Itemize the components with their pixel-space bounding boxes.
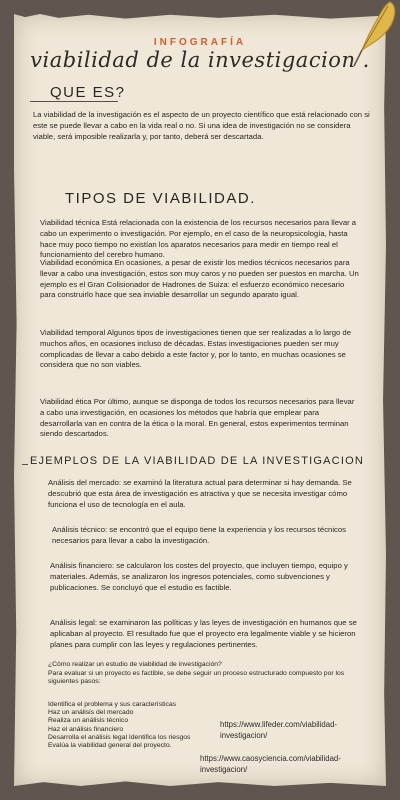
section-heading-que-es: QUE ES? (50, 84, 126, 101)
tipo-tecnica-paragraph: Viabilidad técnica Está relacionada con la existencia de los recursos necesarios para llevar a cabo un experimento o investigación. Por ejemplo, en el caso de la neuropsicología, hasta hace muy poco tiempo no existían los aparatos necesarios para medir en tiempo real el funcionamiento del cerebro humano. (40, 218, 357, 260)
guide-block (48, 661, 348, 687)
step-item: Realiza un análisis técnico (48, 717, 129, 725)
tipo-etica-paragraph: Viabilidad ética Por último, aunque se disponga de todos los recursos necesarios para llevar a cabo una investigación, en ocasiones los métodos que habría que emplear para desarrollarla van en contra de la ética o la moral. En general, estos experimentos terminan siendo descartados. (40, 397, 355, 439)
step-item: Identifica el problema y sus características (48, 701, 177, 708)
page-title: viabilidad de la investigacion . (30, 48, 370, 72)
step-item: Evalúa la viabilidad general del proyecto. (48, 742, 172, 750)
step-item: Desarrolla el análisis legal Identifica los riesgos (48, 733, 191, 741)
intro-paragraph: La viabilidad de la investigación es el aspecto de un proyecto científico que está relacionado con si este se puede llevar a cabo en la vida real o no. Si una idea de investigación no se considera viable, será imposible realizarla y, por tanto, deberá ser descartada. (33, 110, 370, 141)
heading-underline (30, 101, 118, 102)
tipo-economica-paragraph: Viabilidad económica En ocasiones, a pesar de existir los medios técnicos necesarios para llevar a cabo una investigación, estos son muy caros y no pueden ser puestos en marcha. Un ejemplo es el Gran Colisionador de Hadrones de Suiza: el esfuerzo económico necesario para construirlo hace que sea inviable desarrollar un segundo aparato igual. (40, 258, 359, 300)
source-link-caosyciencia[interactable]: https://www.caosyciencia.com/viabilidad-investigacion/ (200, 754, 341, 774)
tipo-temporal-paragraph: Viabilidad temporal Algunos tipos de investigaciones tienen que ser realizadas a lo largo de muchos años, en ocasiones incluso de décadas. Estas investigaciones pueden ser muy complicadas de llevar a cabo debido a este factor y, por lo tanto, en muchas ocasiones se considera que no son viables. (40, 328, 351, 370)
ejemplo-mercado-paragraph: Análisis del mercado: se examinó la literatura actual para determinar si hay demanda. Se descubrió que esta área de investigación es atractiva y que se necesita investigar cómo funciona el uso de tecnología en el aula. (48, 478, 352, 509)
steps-list (48, 701, 248, 750)
ejemplo-legal-paragraph: Análisis legal: se examinaron las políticas y las leyes de investigación en humanos que se aplicaban al proyecto. El resultado fue que el proyecto era legalmente viable y se hicieron planes para cumplir con las leyes y regulaciones pertinentes. (50, 618, 357, 649)
section-heading-tipos: TIPOS DE VIABILIDAD. (65, 190, 256, 207)
guide-intro: Para evaluar si un proyecto es factible, se debe seguir un proceso estructurado compuesto por los siguientes pasos: (48, 669, 345, 685)
guide-question: ¿Cómo realizar un estudio de viabilidad de investigación? (48, 661, 222, 668)
step-item: Haz el análisis financiero (48, 725, 124, 733)
ejemplo-tecnico-paragraph: Análisis técnico: se encontró que el equipo tiene la experiencia y los recursos técnicos necesarios para llevar a cabo la investigación. (52, 525, 346, 545)
heading-dash (22, 464, 28, 465)
kicker-label: INFOGRAFÍA (153, 37, 247, 48)
source-link-lifeder[interactable]: https://www.lifeder.com/viabilidad-investigacion/ (220, 720, 338, 740)
ejemplo-financiero-paragraph: Análisis financiero: se calcularon los costes del proyecto, que incluyen tiempo, equipo y materiales. Además, se analizaron los ingresos potenciales, como subvenciones y publicaciones. Se concluyó que el estudio es factible. (50, 561, 348, 592)
step-item: Haz un análisis del mercado (48, 709, 134, 717)
section-heading-ejemplos: EJEMPLOS DE LA VIABILIDAD DE LA INVESTIGACION (30, 455, 364, 467)
